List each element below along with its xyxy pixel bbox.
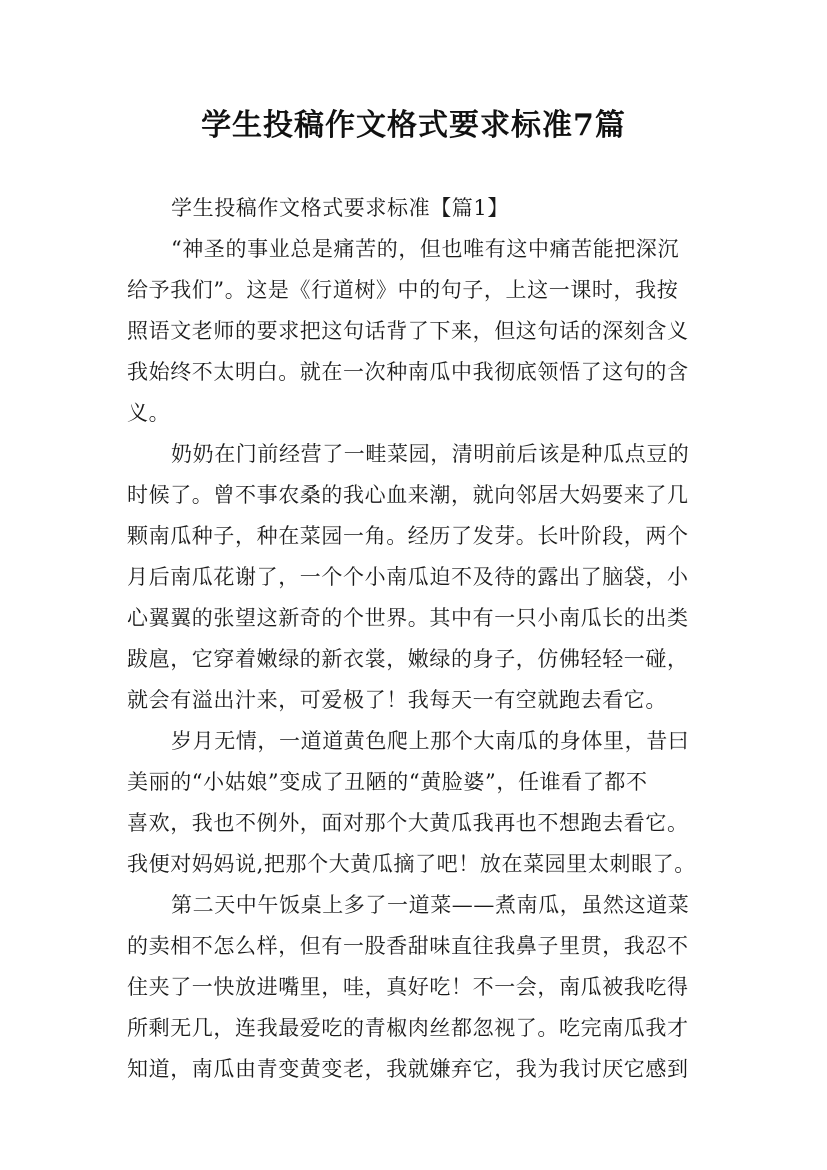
paragraph-line: 跋扈，它穿着嫩绿的新衣裳，嫩绿的身子，仿佛轻轻一碰， [127, 647, 689, 671]
paragraph-line: 美丽的“小姑娘”变成了丑陋的“黄脸婆”，任谁看了都不 [127, 770, 648, 794]
paragraph-3 [127, 721, 704, 885]
paragraph-line: 月后南瓜花谢了，一个个小南瓜迫不及待的露出了脑袋，小 [127, 565, 689, 589]
document-body [127, 188, 704, 1090]
paragraph-line: 岁月无情，一道道黄色爬上那个大南瓜的身体里，昔曰 [171, 729, 690, 753]
paragraph-line: 给予我们”。这是《行道树》中的句子，上这一课时，我按 [127, 278, 679, 302]
paragraph-line: 照语文老师的要求把这句话背了下来，但这句话的深刻含义 [127, 319, 689, 343]
paragraph-line: 时候了。曾不事农桑的我心血来潮，就向邻居大妈要来了几 [127, 483, 689, 507]
paragraph-line: 义。 [127, 401, 171, 425]
paragraph-1 [127, 229, 704, 434]
paragraph-line: 我便对妈妈说,把那个大黄瓜摘了吧！放在菜园里太刺眼了。 [127, 852, 696, 876]
paragraph-line: 喜欢，我也不例外，面对那个大黄瓜我再也不想跑去看它。 [127, 811, 689, 835]
paragraph-line: “神圣的事业总是痛苦的，但也唯有这中痛苦能把深沉 [171, 237, 680, 261]
section-heading: 学生投稿作文格式要求标准【篇1】 [171, 196, 509, 220]
paragraph-line: 我始终不太明白。就在一次种南瓜中我彻底领悟了这句的含 [127, 360, 689, 384]
paragraph-line: 的卖相不怎么样，但有一股香甜味直往我鼻子里贯，我忍不 [127, 934, 689, 958]
paragraph-line: 奶奶在门前经营了一畦菜园，清明前后该是种瓜点豆的 [171, 442, 690, 466]
paragraph-line: 所剩无几，连我最爱吃的青椒肉丝都忽视了。吃完南瓜我才 [127, 1016, 689, 1040]
paragraph-line: 第二天中午饭桌上多了一道菜——煮南瓜，虽然这道菜 [171, 893, 690, 917]
paragraph-line: 心翼翼的张望这新奇的个世界。其中有一只小南瓜长的出类 [127, 606, 689, 630]
paragraph-line: 就会有溢出汁来，可爱极了！我每天一有空就跑去看它。 [127, 688, 667, 712]
paragraph-2 [127, 434, 704, 721]
paragraph-line: 住夹了一快放进嘴里，哇，真好吃！不一会，南瓜被我吃得 [127, 975, 689, 999]
paragraph-line: 颗南瓜种子，种在菜园一角。经历了发芽。长叶阶段，两个 [127, 524, 689, 548]
document-title: 学生投稿作文格式要求标准7篇 [201, 108, 626, 143]
paragraph-4 [127, 885, 704, 1090]
paragraph-line: 知道，南瓜由青变黄变老，我就嫌弃它，我为我讨厌它感到 [127, 1057, 689, 1081]
